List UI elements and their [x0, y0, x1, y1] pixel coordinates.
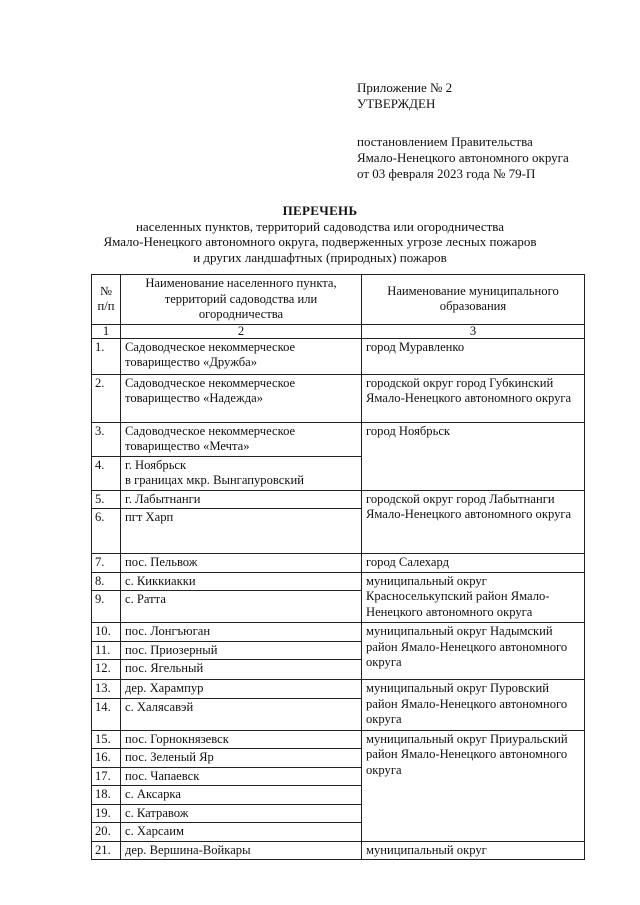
municipality-name: город Салехард: [362, 554, 585, 573]
settlement-name: пос. Чапаевск: [121, 767, 362, 786]
municipality-name: город Муравленко: [362, 338, 585, 374]
settlement-name: [121, 456, 362, 490]
table-row: [92, 422, 585, 456]
row-number: 2.: [92, 374, 121, 422]
resolution-line: постановлением Правительства: [357, 134, 533, 149]
municipality-name: муниципальный округ Красноселькупский район Ямало-Ненецкого автономного округа: [362, 572, 585, 623]
settlement-name-line: в границах мкр. Вынгапуровский: [125, 473, 304, 487]
settlement-name: дер. Харампур: [121, 680, 362, 699]
row-number: 8.: [92, 572, 121, 591]
row-number: 5.: [92, 490, 121, 509]
settlement-name: с. Киккиакки: [121, 572, 362, 591]
authority-line: Ямало-Ненецкого автономного округа: [357, 150, 569, 165]
municipality-name: муниципальный округ: [362, 841, 585, 860]
municipality-name: город Ноябрьск: [362, 422, 585, 490]
settlements-table: [91, 274, 585, 860]
approved-label: УТВЕРЖДЕН: [357, 96, 436, 111]
title-line-3: и других ландшафтных (природных) пожаров: [193, 249, 447, 265]
table-row: [92, 623, 585, 642]
municipality-name: городской округ город Губкинский Ямало-Ненецкого автономного округа: [362, 374, 585, 422]
municipality-name: муниципальный округ Приуральский район Ямало-Ненецкого автономного округа: [362, 730, 585, 841]
approval-block: [357, 80, 569, 182]
settlement-name: с. Катравож: [121, 804, 362, 823]
settlement-name: пос. Горнокнязевск: [121, 730, 362, 749]
row-number: 3.: [92, 422, 121, 456]
table-row: [92, 572, 585, 591]
table-row: [92, 374, 585, 422]
row-number: 15.: [92, 730, 121, 749]
table-row: [92, 730, 585, 749]
row-number: 19.: [92, 804, 121, 823]
settlement-name: пгт Харп: [121, 509, 362, 554]
settlement-name: с. Аксарка: [121, 786, 362, 805]
title-line-1: населенных пунктов, территорий садоводства или огородничества: [135, 218, 505, 234]
row-number: 17.: [92, 767, 121, 786]
table-header-row: [92, 275, 585, 325]
settlement-name: пос. Приозерный: [121, 641, 362, 660]
row-number: 10.: [92, 623, 121, 642]
header-name: Наименование населенного пункта, территорий садоводства или огородничества: [121, 275, 362, 325]
settlement-name: с. Харсаим: [121, 823, 362, 842]
row-number: 14.: [92, 698, 121, 730]
row-number: 4.: [92, 456, 121, 490]
table-row: [92, 490, 585, 509]
table-row: [92, 338, 585, 374]
header-num: № п/п: [92, 275, 121, 325]
row-number: 1.: [92, 338, 121, 374]
row-number: 21.: [92, 841, 121, 860]
settlement-name: г. Лабытнанги: [121, 490, 362, 509]
settlement-name: пос. Лонгъюган: [121, 623, 362, 642]
settlement-name: пос. Пельвож: [121, 554, 362, 573]
row-number: 6.: [92, 509, 121, 554]
table-row: [92, 554, 585, 573]
title-line-2: Ямало-Ненецкого автономного округа, подверженных угрозе лесных пожаров: [103, 234, 537, 249]
settlement-name: с. Халясавэй: [121, 698, 362, 730]
municipality-name: муниципальный округ Пуровский район Ямало-Ненецкого автономного округа: [362, 680, 585, 731]
header-municipality: Наименование муниципального образования: [362, 275, 585, 325]
index-cell: 2: [121, 324, 362, 338]
settlement-name-line: г. Ноябрьск: [125, 457, 187, 472]
index-cell: 3: [362, 324, 585, 338]
settlement-name: дер. Вершина-Войкары: [121, 841, 362, 860]
settlement-name: Садоводческое некоммерческое товарищество «Надежда»: [121, 374, 362, 422]
settlement-name: пос. Зеленый Яр: [121, 749, 362, 768]
settlement-name: пос. Ягельный: [121, 660, 362, 680]
settlement-name: Садоводческое некоммерческое товарищество «Дружба»: [121, 338, 362, 374]
row-number: 18.: [92, 786, 121, 805]
row-number: 16.: [92, 749, 121, 768]
date-number-line: от 03 февраля 2023 года № 79-П: [357, 166, 536, 181]
row-number: 20.: [92, 823, 121, 842]
title-heading: ПЕРЕЧЕНЬ: [282, 203, 358, 218]
row-number: 11.: [92, 641, 121, 660]
document-title: [60, 203, 580, 265]
row-number: 9.: [92, 591, 121, 623]
appendix-number: Приложение № 2: [357, 80, 453, 95]
settlement-name: с. Ратта: [121, 591, 362, 623]
municipality-name: муниципальный округ Надымский район Ямало-Ненецкого автономного округа: [362, 623, 585, 680]
column-index-row: [92, 324, 585, 338]
index-cell: 1: [92, 324, 121, 338]
settlement-name: Садоводческое некоммерческое товарищество «Мечта»: [121, 422, 362, 456]
municipality-name: городской округ город Лабытнанги Ямало-Ненецкого автономного округа: [362, 490, 585, 554]
row-number: 13.: [92, 680, 121, 699]
row-number: 7.: [92, 554, 121, 573]
table-row: [92, 841, 585, 860]
row-number: 12.: [92, 660, 121, 680]
table-row: [92, 680, 585, 699]
